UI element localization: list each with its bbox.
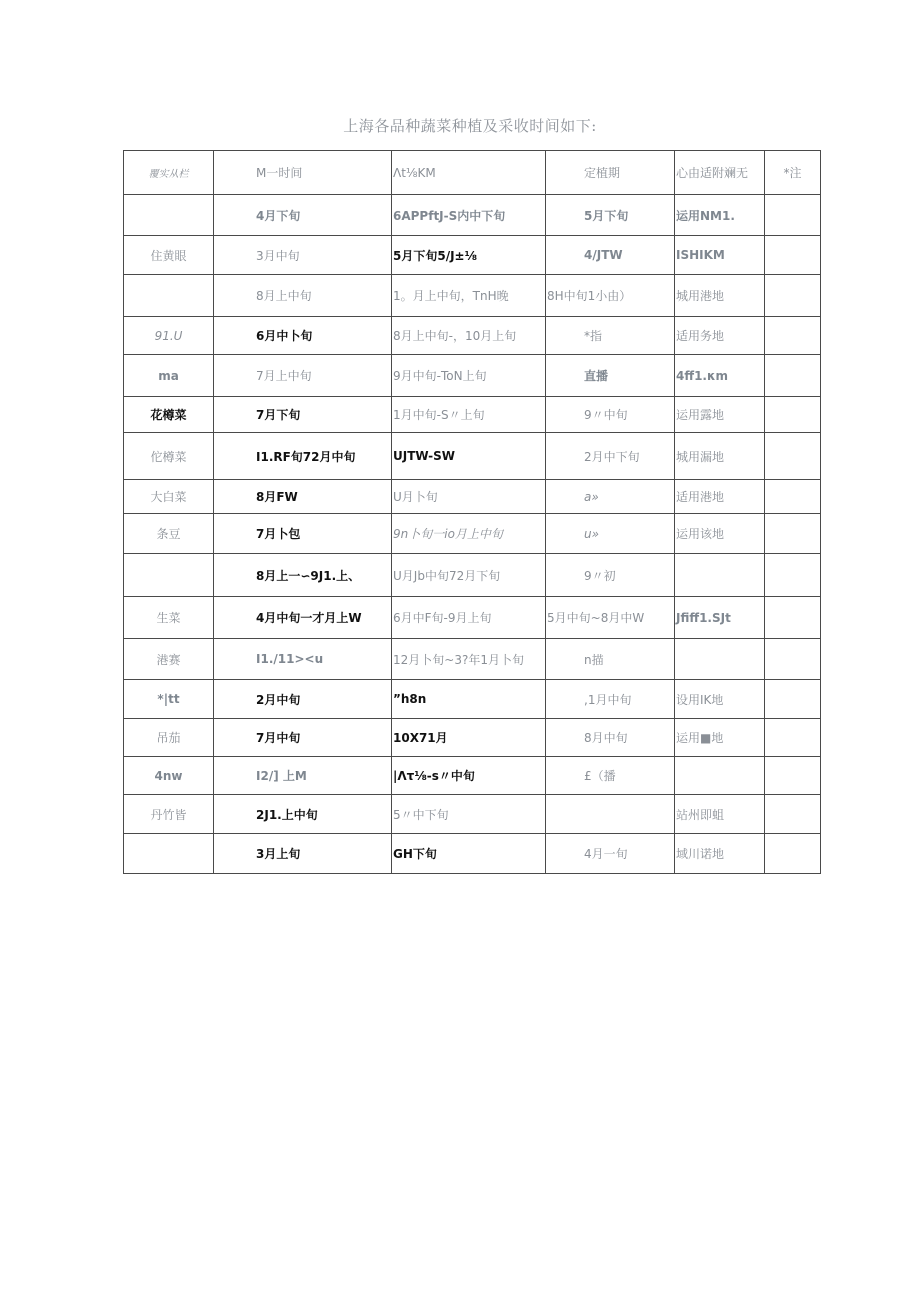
cell: 2J1.上中旬 [214, 795, 392, 834]
cell: 1月中旬-S〃上旬 [392, 397, 546, 433]
cell [765, 834, 821, 874]
cell [124, 275, 214, 317]
cell: U月Jb中旬72月下旬 [392, 554, 546, 597]
cell: 2月中下旬 [546, 433, 675, 480]
table-row [124, 514, 821, 554]
cell: 91.U [124, 317, 214, 355]
cell: 设用IK地 [675, 680, 765, 719]
cell: 6月中F旬-9月上旬 [392, 597, 546, 639]
cell: n描 [546, 639, 675, 680]
cell: 运用该地 [675, 514, 765, 554]
table-row [124, 680, 821, 719]
table-row [124, 433, 821, 480]
cell [765, 275, 821, 317]
cell: u» [546, 514, 675, 554]
cell: 生菜 [124, 597, 214, 639]
cell: 适用务地 [675, 317, 765, 355]
header-cell: 定植期 [546, 151, 675, 195]
table-row [124, 317, 821, 355]
cell: 港赛 [124, 639, 214, 680]
cell: *指 [546, 317, 675, 355]
cell [765, 757, 821, 795]
cell: 7月中旬 [214, 719, 392, 757]
cell [546, 795, 675, 834]
cell [765, 433, 821, 480]
cell: 4/JTW [546, 236, 675, 275]
cell [765, 514, 821, 554]
cell [765, 680, 821, 719]
cell: 直播 [546, 355, 675, 397]
table-row [124, 834, 821, 874]
cell: £（播 [546, 757, 675, 795]
cell: 6APPftJ-S内中下旬 [392, 195, 546, 236]
table-row [124, 195, 821, 236]
cell: 运用■地 [675, 719, 765, 757]
table-header-row [124, 151, 821, 195]
table-row [124, 795, 821, 834]
cell: 4nw [124, 757, 214, 795]
cell: 3月中旬 [214, 236, 392, 275]
cell: 8月FW [214, 480, 392, 514]
cell: ,1月中旬 [546, 680, 675, 719]
table-row [124, 757, 821, 795]
cell [765, 195, 821, 236]
header-cell: *注 [765, 151, 821, 195]
table-row [124, 355, 821, 397]
cell: GH下旬 [392, 834, 546, 874]
cell: 8月上中旬-，10月上旬 [392, 317, 546, 355]
cell [765, 355, 821, 397]
cell [124, 834, 214, 874]
cell: 5月下旬5/J±⅛ [392, 236, 546, 275]
cell: 运用NM1. [675, 195, 765, 236]
cell [765, 719, 821, 757]
cell: 9〃中旬 [546, 397, 675, 433]
cell [675, 757, 765, 795]
cell: UJTW-SW [392, 433, 546, 480]
cell: 8月上一∽9J1.上、 [214, 554, 392, 597]
cell: *|tt [124, 680, 214, 719]
cell: |Λτ⅛-s〃中旬 [392, 757, 546, 795]
cell: 8月上中旬 [214, 275, 392, 317]
cell: 大白菜 [124, 480, 214, 514]
cell: I2/] 上M [214, 757, 392, 795]
cell: ”h8n [392, 680, 546, 719]
cell: 站州即蛆 [675, 795, 765, 834]
cell: 4月一旬 [546, 834, 675, 874]
table-row [124, 275, 821, 317]
table-row [124, 480, 821, 514]
header-cell: M一时间 [214, 151, 392, 195]
cell: 丹竹皆 [124, 795, 214, 834]
cell: ma [124, 355, 214, 397]
cell: 3月上旬 [214, 834, 392, 874]
cell: 7月下旬 [214, 397, 392, 433]
cell: 9n卜旬一io月上中旬 [392, 514, 546, 554]
cell: 适用港地 [675, 480, 765, 514]
cell: 2月中旬 [214, 680, 392, 719]
cell [765, 639, 821, 680]
cell [765, 397, 821, 433]
cell [675, 554, 765, 597]
cell [765, 236, 821, 275]
cell: 运用露地 [675, 397, 765, 433]
cell: 条豆 [124, 514, 214, 554]
cell [765, 554, 821, 597]
cell [124, 554, 214, 597]
cell: 城用漏地 [675, 433, 765, 480]
cell: 1。月上中旬，TnH晚 [392, 275, 546, 317]
cell [765, 597, 821, 639]
cell [765, 480, 821, 514]
header-cell: 覆实从栏 [124, 151, 214, 195]
cell: a» [546, 480, 675, 514]
cell: 住黄眼 [124, 236, 214, 275]
cell: 4月下旬 [214, 195, 392, 236]
cell: ISHIKM [675, 236, 765, 275]
cell: 6月中卜旬 [214, 317, 392, 355]
cell: 5〃中下旬 [392, 795, 546, 834]
header-cell: 心由适附斓无 [675, 151, 765, 195]
cell: I1.RF旬72月中旬 [214, 433, 392, 480]
cell: 9月中旬-ToN上旬 [392, 355, 546, 397]
cell: 城用港地 [675, 275, 765, 317]
table-row [124, 719, 821, 757]
cell: 9〃初 [546, 554, 675, 597]
cell [124, 195, 214, 236]
cell [675, 639, 765, 680]
cell: I1./11><u [214, 639, 392, 680]
cell: 7月卜包 [214, 514, 392, 554]
cell: 8H中旬1小由） [546, 275, 675, 317]
cell [765, 317, 821, 355]
cell: 5月中旬~8月中W [546, 597, 675, 639]
table-row [124, 236, 821, 275]
table-row [124, 397, 821, 433]
cell: 8月中旬 [546, 719, 675, 757]
cell: Jfiff1.SJt [675, 597, 765, 639]
table-row [124, 554, 821, 597]
cell: 佗樽菜 [124, 433, 214, 480]
cell: 4ff1.κm [675, 355, 765, 397]
table-row [124, 597, 821, 639]
cell: 域川诺地 [675, 834, 765, 874]
cell: 4月中旬一才月上W [214, 597, 392, 639]
planting-schedule-table [123, 150, 821, 874]
cell: 7月上中旬 [214, 355, 392, 397]
cell: 5月下旬 [546, 195, 675, 236]
cell: U月卜旬 [392, 480, 546, 514]
cell: 吊茄 [124, 719, 214, 757]
cell: 10X71月 [392, 719, 546, 757]
table-row [124, 639, 821, 680]
header-cell: Λt⅛KM [392, 151, 546, 195]
cell: 12月卜旬~3?年1月卜旬 [392, 639, 546, 680]
cell: 花樽菜 [124, 397, 214, 433]
page-title: 上海各品种蔬菜种植及采收时间如下: [343, 117, 597, 135]
cell [765, 795, 821, 834]
